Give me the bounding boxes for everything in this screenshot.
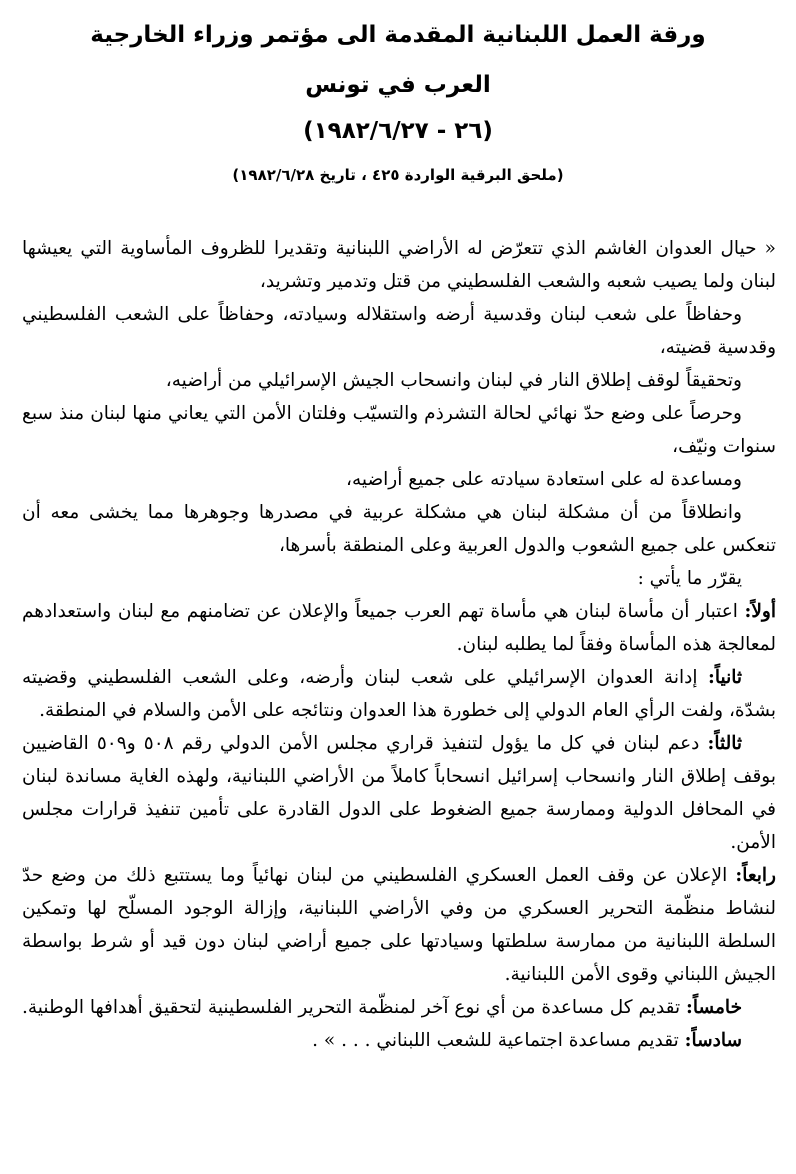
resolution-label: رابعاً: bbox=[735, 865, 776, 886]
resolution-2 bbox=[22, 661, 776, 727]
resolution-4 bbox=[22, 859, 776, 991]
preamble-paragraph: وحرصاً على وضع حدّ نهائي لحالة التشرذم والتسيّب وفلتان الأمن التي يعاني منها لبنان منذ سبع سنوات ونيّف، bbox=[22, 403, 776, 457]
title-line-1: ورقة العمل اللبنانية المقدمة الى مؤتمر وزراء الخارجية bbox=[90, 22, 706, 48]
date-range: (٢٦ - ١٩٨٢/٦/٢٧) bbox=[303, 118, 493, 144]
title-line-2: العرب في تونس bbox=[305, 72, 491, 98]
preamble-paragraph: ومساعدة له على استعادة سيادته على جميع أراضيه، bbox=[345, 469, 742, 490]
resolution-text: اعتبار أن مأساة لبنان هي مأساة تهم العرب جميعاً والإعلان عن تضامنهم مع لبنان واستعدادهم لمعالجة هذه المأساة وفقاً لما يطلبه لبنان. bbox=[22, 601, 776, 655]
resolution-label: خامساً: bbox=[686, 997, 742, 1018]
resolution-text: إدانة العدوان الإسرائيلي على شعب لبنان وأرضه، وعلى الشعب الفلسطيني وقضيته بشدّة، ولفت الرأي العام الدولي إلى خطورة هذا العدوان ونتائجه على الأمن والسلام في المنطقة. bbox=[22, 667, 776, 721]
resolution-label: أولاً: bbox=[744, 601, 776, 622]
resolution-text: تقديم كل مساعدة من أي نوع آخر لمنظّمة التحرير الفلسطينية لتحقيق أهدافها الوطنية. bbox=[21, 997, 687, 1018]
document-body bbox=[22, 232, 776, 1057]
resolution-text: تقديم مساعدة اجتماعية للشعب اللبناني . . . » . bbox=[312, 1030, 685, 1051]
resolution-3 bbox=[22, 727, 776, 859]
resolution-label: سادساً: bbox=[684, 1030, 742, 1051]
resolution-label: ثالثاً: bbox=[707, 733, 743, 754]
decision-intro: يقرّر ما يأتي : bbox=[637, 568, 742, 589]
preamble-paragraph: « حيال العدوان الغاشم الذي تتعرّض له الأراضي اللبنانية وتقديرا للظروف المأساوية التي يعيشها لبنان ولما يصيب شعبه والشعب الفلسطيني من قتل وتدمير وتشريد، bbox=[22, 238, 776, 292]
resolution-5 bbox=[22, 991, 776, 1024]
resolution-1 bbox=[22, 595, 776, 661]
annex-note: (ملحق البرقية الواردة ٤٢٥ ، تاريخ ١٩٨٢/٦/٢٨) bbox=[232, 166, 564, 184]
preamble-paragraph: وانطلاقاً من أن مشكلة لبنان هي مشكلة عربية في مصدرها وجوهرها مما يخشى معه أن تنعكس على جميع الشعوب والدول العربية وعلى المنطقة بأسرها، bbox=[22, 502, 776, 556]
resolution-label: ثانياً: bbox=[708, 667, 742, 688]
resolution-6 bbox=[22, 1024, 776, 1057]
preamble-paragraph: وحفاظاً على شعب لبنان وقدسية أرضه واستقلاله وسيادته، وحفاظاً على الشعب الفلسطيني وقدسية قضيته، bbox=[22, 304, 776, 358]
preamble-paragraph: وتحقيقاً لوقف إطلاق النار في لبنان وانسحاب الجيش الإسرائيلي من أراضيه، bbox=[165, 370, 742, 391]
resolution-text: الإعلان عن وقف العمل العسكري الفلسطيني من لبنان نهائياً وما يستتبع ذلك من وضع حدّ لنشاط منظّمة التحرير العسكري من وفي الأراضي اللبنانية، وإزالة الوجود المسلّح لها وتمكين السلطة اللبنانية من ممارسة سلطتها وسيادتها على جميع أراضي لبنان دون قيد أو شرط بواسطة الجيش اللبناني وقوى الأمن اللبنانية. bbox=[22, 865, 776, 985]
resolution-text: دعم لبنان في كل ما يؤول لتنفيذ قراري مجلس الأمن الدولي رقم ٥٠٨ و٥٠٩ القاضيين بوقف إطلاق النار وانسحاب إسرائيل انسحاباً كاملاً من الأراضي اللبنانية، ولهذه الغاية مساندة لبنان في المحافل الدولية وممارسة جميع الضغوط على الدول القادرة على تأمين تنفيذ قرارات مجلس الأمن. bbox=[22, 733, 776, 853]
